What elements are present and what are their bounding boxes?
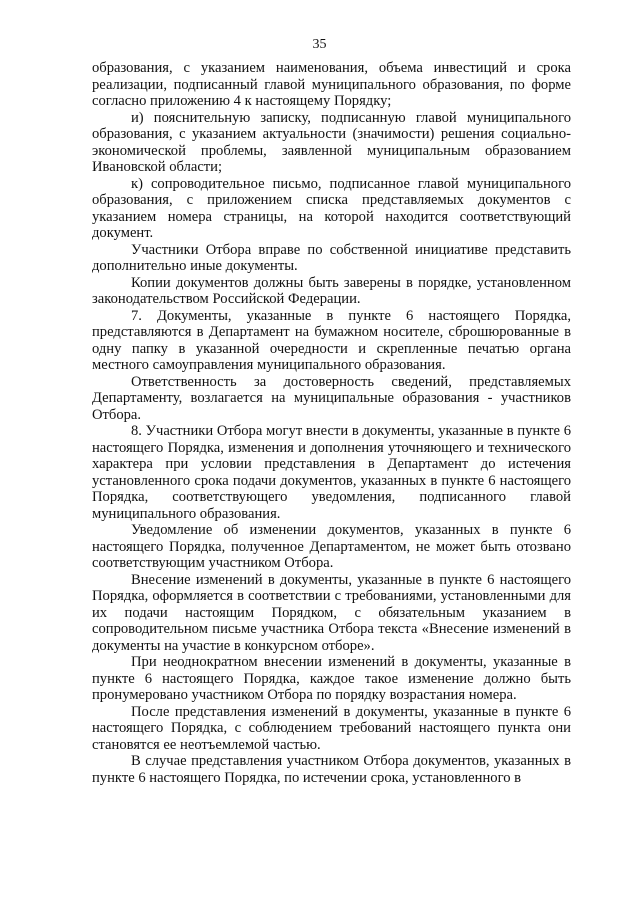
paragraph: В случае представления участником Отбора документов, указанных в пункте 6 настоящего Порядка, по истечении срока, установленного в bbox=[92, 753, 571, 786]
paragraph: к) сопроводительное письмо, подписанное главой муниципального образования, с приложением списка представляемых документов с указанием номера страницы, на которой находится соответствующий документ. bbox=[92, 175, 571, 241]
paragraph: Участники Отбора вправе по собственной инициативе представить дополнительно иные документы. bbox=[92, 241, 571, 274]
paragraph: Уведомление об изменении документов, указанных в пункте 6 настоящего Порядка, полученное Департаментом, не может быть отозвано соответствующим участником Отбора. bbox=[92, 522, 571, 571]
page-number: 35 bbox=[312, 37, 327, 52]
paragraph: 7. Документы, указанные в пункте 6 настоящего Порядка, представляются в Департамент на бумажном носителе, сброшюрованные в одну папку в указанной очередности и скрепленные печатью органа местного самоуправления муниципального образования. bbox=[92, 307, 571, 373]
paragraph: образования, с указанием наименования, объема инвестиций и срока реализации, подписанный главой муниципального образования, по форме согласно приложению 4 к настоящему Порядку; bbox=[92, 60, 571, 109]
paragraph: При неоднократном внесении изменений в документы, указанные в пункте 6 настоящего Порядка, каждое такое изменение должно быть пронумеровано участником Отбора по порядку возрастания номера. bbox=[92, 654, 571, 703]
document-body bbox=[92, 60, 571, 786]
paragraph: Ответственность за достоверность сведений, представляемых Департаменту, возлагается на муниципальные образования - участников Отбора. bbox=[92, 373, 571, 423]
paragraph: 8. Участники Отбора могут внести в документы, указанные в пункте 6 настоящего Порядка, изменения и дополнения уточняющего и технического характера при условии представления в Департамент до истечения установленного срока подачи документов, указанных в пункте 6 настоящего Порядка, соответствующего уведомления, подписанного главой муниципального образования. bbox=[92, 423, 571, 522]
paragraph: Копии документов должны быть заверены в порядке, установленном законодательством Российской Федерации. bbox=[92, 274, 571, 307]
paragraph: и) пояснительную записку, подписанную главой муниципального образования, с указанием актуальности (значимости) решения социально-экономической проблемы, заявленной муниципальным образованием Ивановской области; bbox=[92, 109, 571, 175]
paragraph: После представления изменений в документы, указанные в пункте 6 настоящего Порядка, с соблюдением требований настоящего пункта они становятся ее неотъемлемой частью. bbox=[92, 703, 571, 753]
paragraph: Внесение изменений в документы, указанные в пункте 6 настоящего Порядка, оформляется в соответствии с требованиями, установленными для их подачи настоящим Порядком, с обязательным указанием в сопроводительном письме участника Отбора текста «Внесение изменений в документы на участие в конкурсном отборе». bbox=[92, 571, 571, 654]
